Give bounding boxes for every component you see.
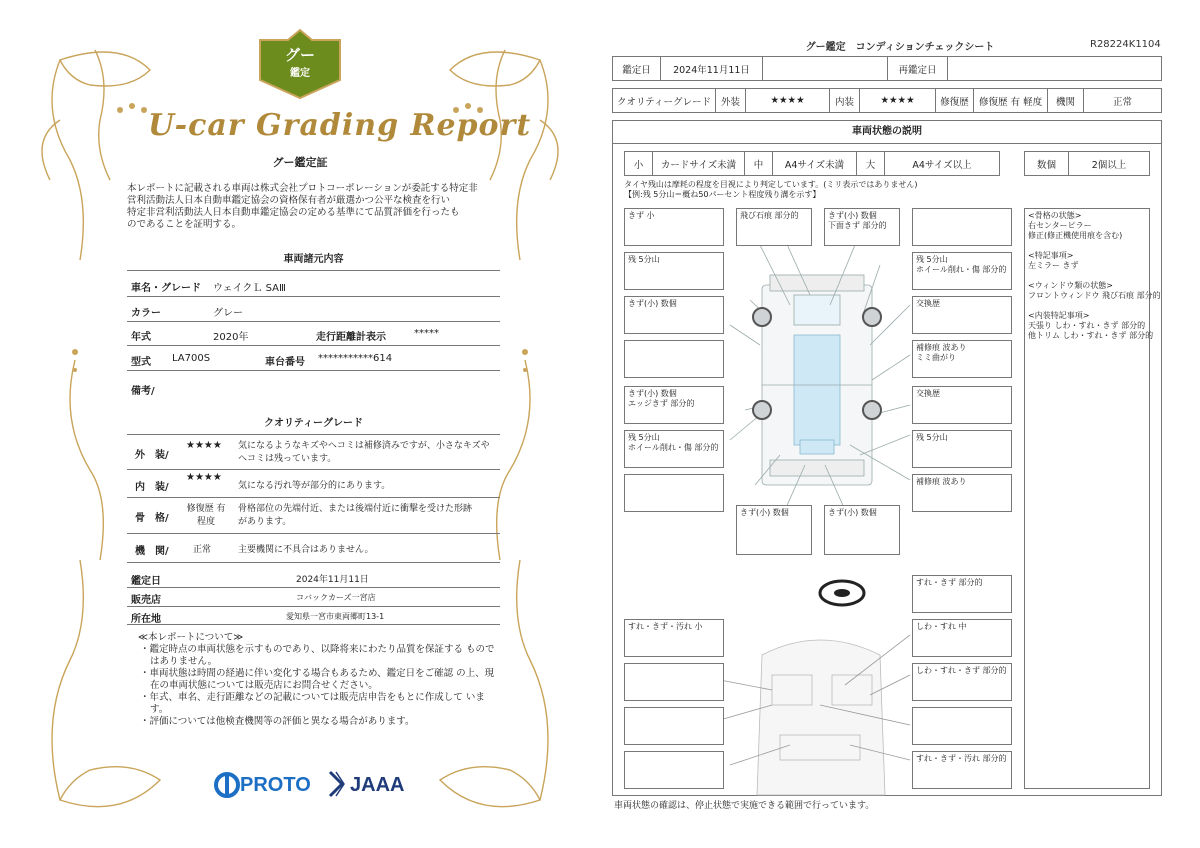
script-title: U-car Grading Report — [148, 108, 532, 143]
legend-mid-desc: A4サイズ未満 — [773, 152, 857, 176]
box-front-left-tire: 残 5分山 — [624, 252, 724, 290]
spacer — [1028, 301, 1158, 311]
interior-label: 内 装/ — [135, 482, 169, 493]
model-label: 型式 — [131, 357, 151, 368]
exterior-desc — [238, 440, 490, 466]
appraisal-date-label: 鑑定日 — [613, 57, 661, 81]
box-interior-right-4: すれ・きず・汚れ 部分的 — [912, 751, 1012, 789]
appraisal-date: 2024年11月11日 — [661, 57, 763, 81]
divider — [127, 587, 500, 588]
steering-wheel-icon — [820, 581, 864, 605]
desc-line: 気になるようなキズやヘコミは補修済みですが、小さなキズや — [238, 441, 490, 451]
divider — [127, 606, 500, 607]
box-interior-right-3 — [912, 707, 1012, 745]
divider — [127, 533, 500, 534]
engine-value: 正常 — [1084, 89, 1162, 113]
tire-note — [624, 180, 917, 200]
legend-count-desc: 2個以上 — [1069, 152, 1150, 176]
box-windshield: 飛び石痕 部分的 — [736, 208, 812, 246]
grade-title: クオリティーグレード — [264, 418, 363, 429]
box-rear-right-door: 交換歴 — [912, 386, 1012, 424]
name-value: ウェイクＬ SAⅢ — [213, 283, 286, 294]
quality-row — [612, 88, 1162, 113]
box-rear-left-quarter — [624, 474, 724, 512]
legend-large-desc: A4サイズ以上 — [885, 152, 1000, 176]
badge-line2: 鑑定 — [290, 68, 310, 79]
exterior-label: 外装 — [716, 89, 746, 113]
jaaa-logo: JAAA — [350, 774, 405, 796]
divider — [127, 345, 500, 346]
box-front-bumper: きず(小) 数個 下面きず 部分的 — [824, 208, 900, 246]
engine-label: 機関 — [1048, 89, 1084, 113]
legend-small-desc: カードサイズ未満 — [653, 152, 745, 176]
box-interior-left-2 — [624, 663, 724, 701]
divider — [127, 562, 500, 563]
legend-large: 大 — [857, 152, 885, 176]
box-rear-right-quarter: 補修痕 波あり — [912, 474, 1012, 512]
notes-title: ≪本レポートについて≫ — [138, 632, 244, 643]
odometer-label: 走行距離計表示 — [316, 332, 386, 343]
desc-line: があります。 — [238, 517, 292, 527]
divider — [127, 434, 500, 435]
model-value: LA700S — [172, 353, 211, 364]
condition-check-sheet — [600, 0, 1200, 848]
note-item: ・鑑定時点の車両状態を示すものであり、以降将来にわたり品質を保証する ものではありません。 — [140, 644, 495, 667]
interior-stars: ★★★★ — [860, 89, 936, 113]
spacer — [1028, 241, 1158, 251]
repair-value: 修復歴 有 軽度 — [974, 89, 1048, 113]
exterior-label: 外 装/ — [135, 450, 169, 461]
legend-count: 数個 — [1025, 152, 1069, 176]
legend-mid: 中 — [745, 152, 773, 176]
frame-value: 修復歴 有 程度 — [186, 504, 226, 527]
note-line: 他トリム しわ・すれ・きず 部分的 — [1028, 331, 1154, 340]
box-front-right-fender — [912, 208, 1012, 246]
address-label: 所在地 — [131, 614, 161, 625]
box-interior-left-3 — [624, 707, 724, 745]
note-line: <ウィンドウ類の状態> — [1028, 281, 1113, 290]
box-interior-right-1: しわ・すれ 中 — [912, 619, 1012, 657]
divider — [127, 497, 500, 498]
interior-stars: ★★★★ — [186, 472, 222, 483]
box-interior-left-4 — [624, 751, 724, 789]
color-label: カラー — [131, 308, 161, 319]
year-value: 2020年 — [213, 332, 249, 343]
box-left-step — [624, 340, 724, 378]
frame-label: 骨 格/ — [135, 513, 169, 524]
exterior-stars: ★★★★ — [746, 89, 830, 113]
jaaa-logo-icon — [326, 770, 346, 798]
proto-logo: PROTO — [240, 774, 311, 796]
divider — [127, 370, 500, 371]
certificate-body — [127, 183, 495, 231]
note-line: 天張り しわ・すれ・きず 部分的 — [1028, 321, 1146, 330]
date-row — [612, 56, 1162, 81]
empty-cell — [763, 57, 888, 81]
quality-label: クオリティーグレード — [613, 89, 716, 113]
box-rear-left-tire: 残 5分山 ホイール削れ・傷 部分的 — [624, 430, 724, 468]
name-label: 車名・グレード — [131, 283, 201, 294]
note-line: <骨格の状態> — [1028, 211, 1082, 220]
divider — [127, 321, 500, 322]
engine-desc: 主要機関に不具合はありません。 — [238, 545, 374, 555]
note-line: フロントウィンドウ 飛び石痕 部分的 — [1028, 291, 1161, 300]
desc-line: 骨格部位の先端付近、または後端付近に衝撃を受けた形跡 — [238, 504, 473, 514]
chassis-value: ***********614 — [318, 353, 393, 364]
box-interior-left-1: すれ・きず・汚れ 小 — [624, 619, 724, 657]
legend-small: 小 — [625, 152, 653, 176]
proto-logo-icon — [214, 772, 240, 798]
body-line: 特定非営利活動法人日本自動車鑑定協会の定める基準にて品質評価を行ったも — [127, 207, 460, 218]
note-item: ・車両状態は時間の経過に伴い変化する場合もあるため、鑑定日をご確認 の上、現在の車両状態については販売店にお問合せください。 — [140, 668, 495, 691]
condition-notes — [1028, 211, 1161, 341]
count-legend — [1024, 151, 1150, 176]
box-rear-gate: きず(小) 数個 — [736, 505, 812, 555]
dealer: コバックカーズ一宮店 — [296, 593, 376, 602]
sheet-id: R28224K1104 — [1090, 39, 1161, 50]
body-line: のであることを証明する。 — [127, 219, 242, 230]
note-item: ・評価については他検査機関等の評価と異なる場合があります。 — [140, 716, 415, 727]
appraisal-date-label: 鑑定日 — [131, 576, 161, 587]
dealer-label: 販売店 — [131, 595, 161, 606]
spec-title: 車両諸元内容 — [283, 254, 344, 265]
note-item: ・年式、車名、走行距離などの記載については販売店申告をもとに作成して います。 — [140, 692, 485, 715]
box-steering: すれ・きず 部分的 — [912, 575, 1012, 613]
box-front-right-door: 交換歴 — [912, 296, 1012, 334]
report-notes — [138, 632, 498, 728]
color-value: グレー — [213, 308, 243, 319]
box-front-right-tire: 残 5分山 ホイール削れ・傷 部分的 — [912, 252, 1012, 290]
section-title: 車両状態の説明 — [612, 120, 1162, 144]
badge-line1: グー — [284, 46, 315, 64]
reappraisal-date — [948, 57, 1162, 81]
box-rear-bumper: きず(小) 数個 — [824, 505, 900, 555]
body-line: 営利活動法人日本自動車鑑定協会の資格保有者が厳選かつ公平な検査を行い — [127, 195, 451, 206]
note-line: 右センターピラー — [1028, 221, 1092, 230]
engine-value: 正常 — [193, 545, 212, 555]
sheet-title: グー鑑定 コンディションチェックシート — [805, 42, 995, 53]
interior-desc: 気になる汚れ等が部分的にあります。 — [238, 481, 391, 491]
note-line: <内装特記事項> — [1028, 311, 1090, 320]
box-right-step: 補修痕 波あり ミミ曲がり — [912, 340, 1012, 378]
frame-desc — [238, 503, 472, 529]
exterior-stars: ★★★★ — [186, 440, 222, 451]
body-line: 本レポートに記載される車両は株式会社プロトコーポレーションが委託する特定非 — [127, 183, 478, 194]
box-interior-right-2: しわ・すれ・きず 部分的 — [912, 663, 1012, 701]
chassis-label: 車台番号 — [265, 357, 305, 368]
certificate-heading: グー鑑定証 — [272, 156, 328, 169]
box-front-left-fender: きず 小 — [624, 208, 724, 246]
note-line: <特記事項> — [1028, 251, 1074, 260]
size-legend — [624, 151, 1000, 176]
tire-note-line: タイヤ残山は摩耗の程度を目視により判定しています。(ミリ表示ではありません) — [624, 180, 918, 189]
repair-label: 修復歴 — [936, 89, 974, 113]
tire-note-line: 【例:残 5分山＝概ね50パーセント程度残り溝を示す】 — [624, 190, 821, 199]
note-line: 修正(修正機使用痕を含む) — [1028, 231, 1123, 240]
note-line: 左ミラー きず — [1028, 261, 1079, 270]
desc-line: ヘコミは残っています。 — [238, 454, 337, 464]
remarks-label: 備考/ — [131, 386, 155, 397]
box-rear-left-door: きず(小) 数個 エッジきず 部分的 — [624, 386, 724, 424]
address: 愛知県一宮市東両郷町13-1 — [286, 612, 385, 621]
reappraisal-label: 再鑑定日 — [888, 57, 948, 81]
footer-note: 車両状態の確認は、停止状態で実施できる範囲で行っています。 — [614, 801, 875, 811]
divider — [127, 469, 500, 470]
interior-label: 内装 — [830, 89, 860, 113]
divider — [127, 296, 500, 297]
box-front-left-door: きず(小) 数個 — [624, 296, 724, 334]
box-rear-right-tire: 残 5分山 — [912, 430, 1012, 468]
divider — [127, 270, 500, 271]
year-label: 年式 — [131, 332, 151, 343]
spacer — [1028, 271, 1158, 281]
odometer-value: ***** — [414, 328, 439, 339]
engine-label: 機 関/ — [135, 546, 169, 557]
appraisal-date: 2024年11月11日 — [296, 575, 369, 585]
divider — [127, 624, 500, 625]
